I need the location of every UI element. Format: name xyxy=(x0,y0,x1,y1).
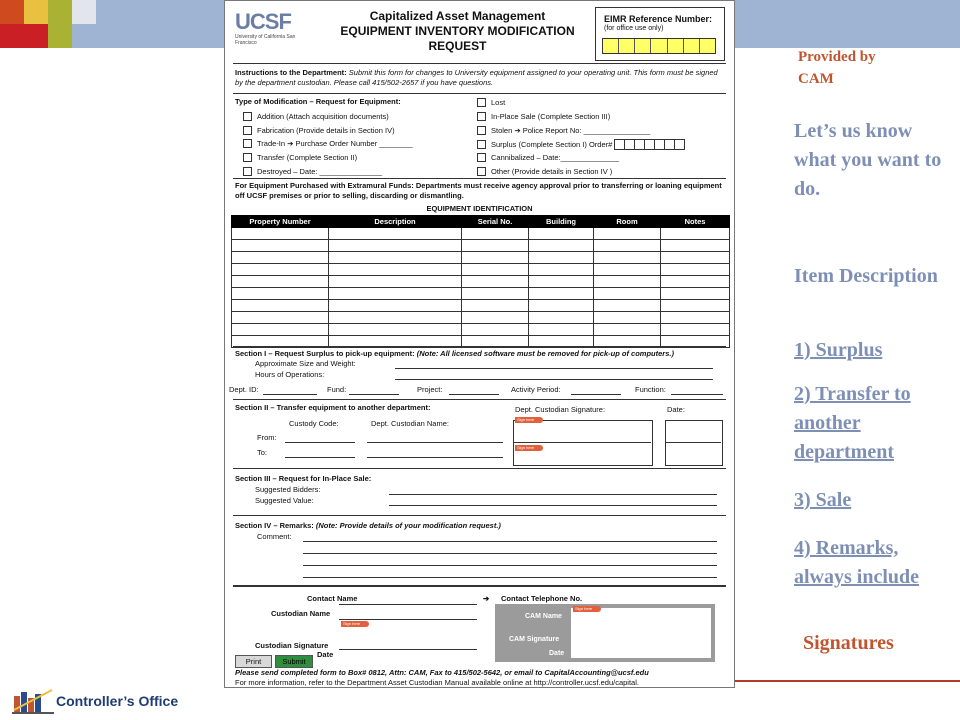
table-cell[interactable] xyxy=(329,252,462,264)
signatures-text: Signatures xyxy=(803,632,894,654)
divider xyxy=(233,346,726,347)
table-cell[interactable] xyxy=(529,324,594,336)
size-weight-label: Approximate Size and Weight: xyxy=(255,359,356,368)
bidders-field[interactable] xyxy=(389,494,717,495)
table-row xyxy=(232,300,730,312)
table-cell[interactable] xyxy=(661,324,730,336)
checkbox[interactable] xyxy=(243,126,252,135)
link-remarks[interactable]: 4) Remarks, always include xyxy=(794,537,920,588)
table-row xyxy=(232,252,730,264)
custodian-signature-label: Custodian Signature xyxy=(255,641,329,650)
table-cell[interactable] xyxy=(661,288,730,300)
equipment-table xyxy=(231,215,730,348)
extramural-note: For Equipment Purchased with Extramural Funds: Departments must receive agency approval prior to transferring or loaning equipment off UCSF premises or prior to selling, discarding or dismantling. xyxy=(235,181,722,200)
sign-here-tag: Sign here xyxy=(515,417,543,423)
custodian-name-field[interactable] xyxy=(339,619,477,620)
table-cell[interactable] xyxy=(594,264,661,276)
contact-name-label: Contact Name xyxy=(307,594,358,603)
table-cell[interactable] xyxy=(594,276,661,288)
section4-heading xyxy=(235,521,501,531)
table-cell[interactable] xyxy=(661,228,730,240)
section1-heading xyxy=(235,349,674,359)
sign-here-tag: Sign here xyxy=(515,445,543,451)
decor-square xyxy=(0,0,24,24)
divider xyxy=(233,93,726,94)
section-title: Section IV – Remarks: xyxy=(235,521,314,530)
column-header: Serial No. xyxy=(462,216,529,228)
custodian-signature-field[interactable] xyxy=(339,649,477,650)
table-cell[interactable] xyxy=(462,312,529,324)
fund-field[interactable] xyxy=(349,394,399,395)
divider xyxy=(665,442,721,443)
option-fabrication[interactable] xyxy=(243,126,395,135)
custodian-name-label: Custodian Name xyxy=(271,609,331,618)
custodian-name-label: Dept. Custodian Name: xyxy=(371,419,449,428)
checkbox[interactable] xyxy=(477,153,486,162)
form-title-line: REQUEST xyxy=(428,39,487,53)
table-cell[interactable] xyxy=(661,312,730,324)
table-cell[interactable] xyxy=(329,264,462,276)
dept-id-label: Dept. ID: xyxy=(229,385,259,394)
table-cell[interactable] xyxy=(661,252,730,264)
size-weight-field[interactable] xyxy=(395,368,713,369)
comment-field[interactable] xyxy=(303,577,717,578)
table-cell[interactable] xyxy=(661,300,730,312)
option-label: In-Place Sale (Complete Section III) xyxy=(491,112,611,121)
checkbox[interactable] xyxy=(243,139,252,148)
table-cell[interactable] xyxy=(661,264,730,276)
transfer-date-box[interactable] xyxy=(665,420,723,466)
table-cell[interactable] xyxy=(594,252,661,264)
checkbox[interactable] xyxy=(243,153,252,162)
option-trade-in[interactable] xyxy=(243,139,413,148)
option-label: Stolen ➔ Police Report No: ________________ xyxy=(491,126,651,135)
table-cell[interactable] xyxy=(462,324,529,336)
option-label: Cannibalized – Date:______________ xyxy=(491,153,620,162)
option-label: Other (Provide details in Section IV ) xyxy=(491,167,613,176)
table-cell[interactable] xyxy=(529,228,594,240)
cam-section xyxy=(495,604,715,662)
checkbox[interactable] xyxy=(477,140,486,149)
date-label: Date: xyxy=(667,405,685,414)
table-cell[interactable] xyxy=(329,300,462,312)
order-number-input[interactable] xyxy=(614,139,685,150)
checkbox[interactable] xyxy=(477,112,486,121)
controller-logo-icon xyxy=(12,688,54,714)
bidders-label: Suggested Bidders: xyxy=(255,485,321,494)
equipment-identification-heading: EQUIPMENT IDENTIFICATION xyxy=(426,204,533,213)
table-cell[interactable] xyxy=(529,252,594,264)
table-cell[interactable] xyxy=(462,300,529,312)
function-field[interactable] xyxy=(671,394,723,395)
table-cell[interactable] xyxy=(462,288,529,300)
cam-entry-fields[interactable] xyxy=(571,608,711,658)
send-instructions: Please send completed form to Box# 0812, Attn: CAM, Fax to 415/502-5642, or email to CapitalAccounting@ucsf.edu xyxy=(235,668,649,677)
table-cell[interactable] xyxy=(661,240,730,252)
divider xyxy=(233,515,726,516)
divider xyxy=(233,468,726,469)
table-cell[interactable] xyxy=(529,312,594,324)
option-cannibalized[interactable] xyxy=(477,153,619,162)
ucsf-logo: UCSF xyxy=(235,9,291,34)
table-row xyxy=(232,288,730,300)
contact-name-field[interactable] xyxy=(339,604,477,605)
table-cell[interactable] xyxy=(462,276,529,288)
sign-here-tag: Sign here xyxy=(573,606,601,612)
custodian-signature-box[interactable] xyxy=(513,420,653,466)
table-cell[interactable] xyxy=(232,228,329,240)
provided-by-note: Provided by CAM xyxy=(798,49,876,87)
option-addition[interactable] xyxy=(243,112,389,121)
table-cell[interactable] xyxy=(329,324,462,336)
table-cell[interactable] xyxy=(329,312,462,324)
table-cell[interactable] xyxy=(329,228,462,240)
option-surplus[interactable] xyxy=(477,139,685,150)
table-row xyxy=(232,240,730,252)
more-info-line: For more information, refer to the Department Asset Custodian Manual available online at http://controller.ucsf.edu/capital. xyxy=(235,678,639,687)
table-row xyxy=(232,312,730,324)
column-header: Building xyxy=(529,216,594,228)
form-title-line: EQUIPMENT INVENTORY MODIFICATION xyxy=(340,24,575,38)
option-label: Surplus (Complete Section I) Order# xyxy=(491,140,613,149)
table-row xyxy=(232,228,730,240)
footer-label: Controller’s Office xyxy=(56,693,179,709)
divider xyxy=(233,399,726,400)
table-cell[interactable] xyxy=(329,240,462,252)
section-title: Section I – Request Surplus to pick-up equipment: xyxy=(235,349,415,358)
submit-button[interactable]: Submit xyxy=(275,655,313,668)
table-cell[interactable] xyxy=(232,312,329,324)
comment-field[interactable] xyxy=(303,565,717,566)
checkbox[interactable] xyxy=(477,167,486,176)
column-header: Description xyxy=(329,216,462,228)
table-cell[interactable] xyxy=(594,228,661,240)
checkbox[interactable] xyxy=(243,167,252,176)
decor-square xyxy=(0,24,48,48)
option-other[interactable] xyxy=(477,167,612,176)
equipment-modification-form xyxy=(224,0,735,688)
divider xyxy=(233,178,726,179)
value-field[interactable] xyxy=(389,505,717,506)
activity-period-field[interactable] xyxy=(571,394,621,395)
intro-text: Let’s us know what you want to do. xyxy=(794,120,942,200)
type-heading: Type of Modification – Request for Equipment: xyxy=(235,97,401,106)
table-cell[interactable] xyxy=(462,252,529,264)
print-button[interactable]: Print xyxy=(235,655,272,668)
hours-label: Hours of Operations: xyxy=(255,370,325,379)
option-stolen[interactable] xyxy=(477,126,650,135)
sign-here-tag: Sign here xyxy=(341,621,369,627)
column-header: Property Number xyxy=(232,216,329,228)
fund-label: Fund: xyxy=(327,385,347,394)
table-cell[interactable] xyxy=(594,240,661,252)
comment-field[interactable] xyxy=(303,541,717,542)
from-label: From: xyxy=(257,433,277,442)
table-cell[interactable] xyxy=(529,264,594,276)
table-cell[interactable] xyxy=(329,288,462,300)
table-cell[interactable] xyxy=(462,228,529,240)
table-cell[interactable] xyxy=(232,300,329,312)
cam-name-label: CAM Name xyxy=(525,613,562,620)
divider xyxy=(233,585,726,587)
column-header: Notes xyxy=(661,216,730,228)
footer xyxy=(12,686,178,716)
project-label: Project: xyxy=(417,385,443,394)
checkbox[interactable] xyxy=(477,126,486,135)
eimr-sublabel: (for office use only) xyxy=(604,25,664,32)
decor-square xyxy=(24,0,48,24)
link-surplus[interactable]: 1) Surplus xyxy=(794,339,883,361)
table-cell[interactable] xyxy=(594,324,661,336)
column-header: Room xyxy=(594,216,661,228)
arrow-icon: ➔ xyxy=(483,594,490,603)
table-cell[interactable] xyxy=(529,240,594,252)
table-cell[interactable] xyxy=(232,264,329,276)
option-in-place-sale[interactable] xyxy=(477,112,610,121)
option-label: Addition (Attach acquisition documents) xyxy=(257,112,389,121)
value-label: Suggested Value: xyxy=(255,496,314,505)
table-row xyxy=(232,264,730,276)
dept-id-field[interactable] xyxy=(263,394,317,395)
table-row xyxy=(232,276,730,288)
to-custodian-name[interactable] xyxy=(367,457,503,458)
option-transfer[interactable] xyxy=(243,153,357,162)
table-cell[interactable] xyxy=(329,276,462,288)
table-row xyxy=(232,324,730,336)
table-cell[interactable] xyxy=(232,240,329,252)
contact-phone-label: Contact Telephone No. xyxy=(501,594,583,603)
divider xyxy=(513,442,651,443)
section-note: (Note: Provide details of your modification request.) xyxy=(315,521,501,530)
to-custody-code[interactable] xyxy=(285,457,355,458)
table-cell[interactable] xyxy=(594,288,661,300)
from-custodian-name[interactable] xyxy=(367,442,503,443)
eimr-input[interactable] xyxy=(602,38,716,54)
custody-code-label: Custody Code: xyxy=(289,419,339,428)
table-cell[interactable] xyxy=(529,276,594,288)
cam-signature-label: CAM Signature xyxy=(509,636,560,643)
to-label: To: xyxy=(257,448,268,457)
option-label: Transfer (Complete Section II) xyxy=(257,153,358,162)
table-cell[interactable] xyxy=(462,264,529,276)
table-cell[interactable] xyxy=(232,276,329,288)
hours-field[interactable] xyxy=(395,379,713,380)
form-title-line: Capitalized Asset Management xyxy=(369,9,546,23)
comment-label: Comment: xyxy=(257,532,292,541)
option-label: Lost xyxy=(491,98,506,107)
item-description-text: Item Description xyxy=(794,265,938,287)
table-cell[interactable] xyxy=(661,276,730,288)
table-cell[interactable] xyxy=(232,288,329,300)
link-sale[interactable]: 3) Sale xyxy=(794,489,852,511)
form-title xyxy=(325,9,590,54)
eimr-reference-box xyxy=(595,7,725,61)
table-cell[interactable] xyxy=(594,312,661,324)
eimr-label: EIMR Reference Number: xyxy=(604,14,713,24)
checkbox[interactable] xyxy=(477,98,486,107)
option-label: Trade-In ➔ Purchase Order Number ________ xyxy=(257,139,413,148)
section3-heading: Section III – Request for In-Place Sale: xyxy=(235,474,372,483)
from-custody-code[interactable] xyxy=(285,442,355,443)
project-field[interactable] xyxy=(449,394,499,395)
function-label: Function: xyxy=(635,385,666,394)
link-transfer[interactable]: 2) Transfer to another department xyxy=(794,383,911,463)
checkbox[interactable] xyxy=(243,112,252,121)
table-cell[interactable] xyxy=(529,300,594,312)
table-cell[interactable] xyxy=(462,240,529,252)
decor-square xyxy=(48,0,72,48)
option-label: Destroyed – Date: _______________ xyxy=(257,167,383,176)
option-destroyed[interactable] xyxy=(243,167,382,176)
decor-square xyxy=(72,0,96,24)
activity-period-label: Activity Period: xyxy=(511,385,561,394)
cam-date-label: Date xyxy=(549,650,565,657)
instructions-heading: Instructions to the Department: xyxy=(235,68,347,77)
section-note: (Note: All licensed software must be removed for pick-up of computers.) xyxy=(416,349,674,358)
option-label: Fabrication (Provide details in Section IV) xyxy=(257,126,395,135)
table-cell[interactable] xyxy=(232,324,329,336)
option-lost[interactable] xyxy=(477,98,505,107)
ucsf-logo-subtitle: University of California San Francisco xyxy=(235,34,296,46)
instructions-body: Submit this form for changes to University equipment assigned to your operating unit. This form must be signed by the department custodian. Please call 415/502-2657 if you have questions. xyxy=(235,68,718,87)
section2-heading: Section II – Transfer equipment to another department: xyxy=(235,403,431,412)
table-cell[interactable] xyxy=(529,288,594,300)
comment-field[interactable] xyxy=(303,553,717,554)
instructions xyxy=(235,68,725,88)
table-cell[interactable] xyxy=(594,300,661,312)
custodian-date-label: Date xyxy=(317,650,334,659)
table-cell[interactable] xyxy=(232,252,329,264)
custodian-signature-label: Dept. Custodian Signature: xyxy=(515,405,606,414)
divider xyxy=(233,63,726,64)
